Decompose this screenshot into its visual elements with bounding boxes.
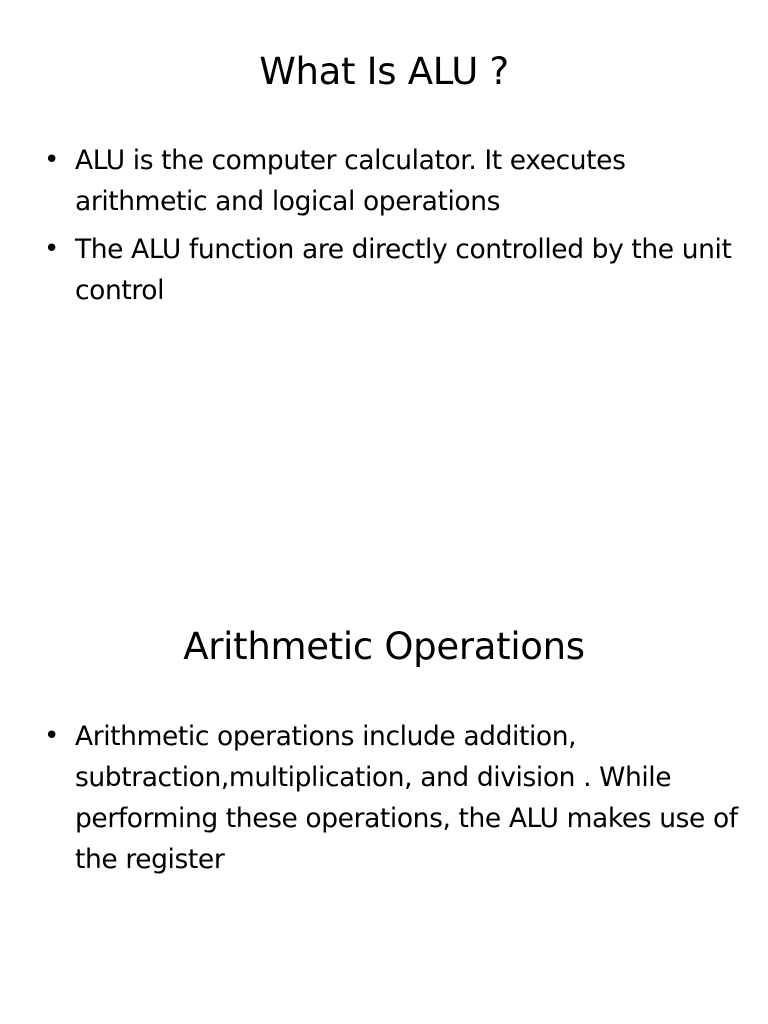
bullet-icon: •: [44, 721, 59, 751]
slide-arithmetic-operations: [0, 512, 768, 1024]
bullet-list: [40, 716, 740, 887]
bullet-icon: •: [44, 145, 59, 175]
bullet-text: ALU is the computer calculator. It executes arithmetic and logical operations: [75, 145, 626, 217]
bullet-icon: •: [44, 234, 59, 264]
bullet-item: [40, 716, 740, 880]
bullet-text: The ALU function are directly controlled by the unit control: [75, 234, 732, 306]
bullet-text: Arithmetic operations include addition, subtraction,multiplication, and division . While performing these operations, the ALU makes use of the register: [75, 721, 738, 875]
slide-title: Arithmetic Operations: [183, 625, 585, 668]
bullet-item: [40, 229, 740, 311]
bullet-item: [40, 140, 740, 222]
slide-title: What Is ALU ?: [259, 50, 509, 93]
bullet-list: [40, 140, 740, 318]
